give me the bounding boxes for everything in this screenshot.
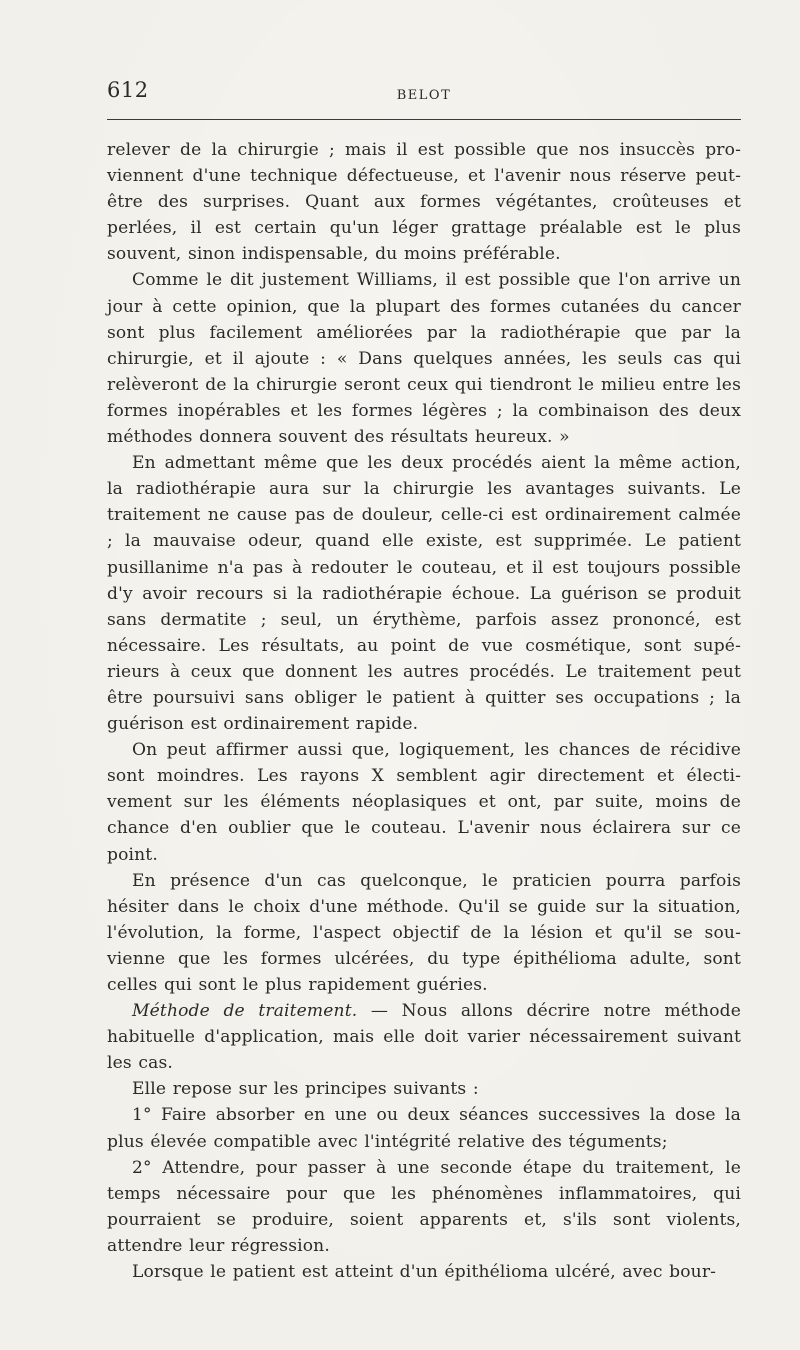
paragraph [107,267,741,450]
paragraph-text: En admettant même que les deux procédés aient la même action, la radiothérapie aura sur la chirurgie les avantages suivants. Le traitement ne cause pas de douleur, celle-ci est ordinairement calmée ; la mauvaise odeur, quand elle existe, est supprimée. Le patient pusillanime n'a pas à redouter le couteau, et il est toujours possible d'y avoir recours si la radiothérapie échoue. La guérison se produit sans dermatite ; seul, un érythème, parfois assez prononcé, est nécessaire. Les résultats, au point de vue cosmétique, sont supé- rieurs à ceux que donnent les autres procédés. Le traitement peut être poursuivi sans obliger le patient à quitter ses occupations ; la guérison est ordinairement rapide. [107,453,741,735]
principle-number: 2° [132,1157,152,1178]
paragraph-text: Lorsque le patient est atteint d'un épithélioma ulcéré, avec bour- [132,1262,717,1283]
section-heading-paragraph [107,998,741,1076]
numbered-principle [107,1155,741,1259]
paragraph-text: Faire absorber en une ou deux séances successives la dose la plus élevée compatible avec l'intégrité relative des téguments; [107,1105,741,1152]
paragraph [107,450,741,737]
body-text [107,137,741,1285]
paragraph-text: On peut affirmer aussi que, logiquement, les chances de récidive sont moindres. Les rayons X semblent agir directement et électi- vement sur les éléments néoplasiques et ont, par suite, moins de chance d'en oublier que le couteau. L'avenir nous éclairera sur ce point. [107,740,741,865]
header-rule [107,119,741,120]
paragraph [107,868,741,998]
principle-number: 1° [132,1105,152,1126]
running-head: BELOT [396,88,452,103]
paragraph [107,1076,741,1102]
page-number: 612 [107,78,149,102]
paragraph [107,137,741,267]
numbered-principle [107,1102,741,1154]
paragraph [107,1259,741,1285]
paragraph-text: En présence d'un cas quelconque, le praticien pourra parfois hésiter dans le choix d'une méthode. Qu'il se guide sur la situation, l'évolution, la forme, l'aspect objectif de la lésion et qu'il se sou- vienne que les formes ulcérées, du type épithélioma adulte, sont celles qui sont le plus rapidement guéries. [107,870,741,995]
paragraph-text: Elle repose sur les principes suivants : [132,1079,479,1100]
page-header [107,74,741,114]
paragraph [107,737,741,867]
paragraph-text: relever de la chirurgie ; mais il est possible que nos insuccès pro- viennent d'une technique défectueuse, et l'avenir nous réserve peut- être des surprises. Quant aux formes végétantes, croûteuses et perlées, il est certain qu'un léger grattage préalable est le plus souvent, sinon indispensable, du moins préférable. [107,140,741,265]
paragraph-text: — Nous allons décrire notre méthode habituelle d'application, mais elle doit varier nécessairement suivant les cas. [107,1001,741,1074]
paragraph-text: Comme le dit justement Williams, il est possible que l'on arrive un jour à cette opinion, que la plupart des formes cutanées du cancer sont plus facilement améliorées par la radiothérapie que par la chirurgie, et il ajoute : « Dans quelques années, les seuls cas qui relèveront de la chirurgie seront ceux qui tiendront le milieu entre les formes inopérables et les formes légères ; la combinaison des deux méthodes donnera souvent des résultats heureux. » [107,270,741,448]
section-heading: Méthode de traitement. [132,1001,358,1022]
paragraph-text: Attendre, pour passer à une seconde étape du traitement, le temps nécessaire pour que les phénomènes inflammatoires, qui pourraient se produire, soient apparents et, s'ils sont violents, attendre leur régression. [107,1157,741,1256]
